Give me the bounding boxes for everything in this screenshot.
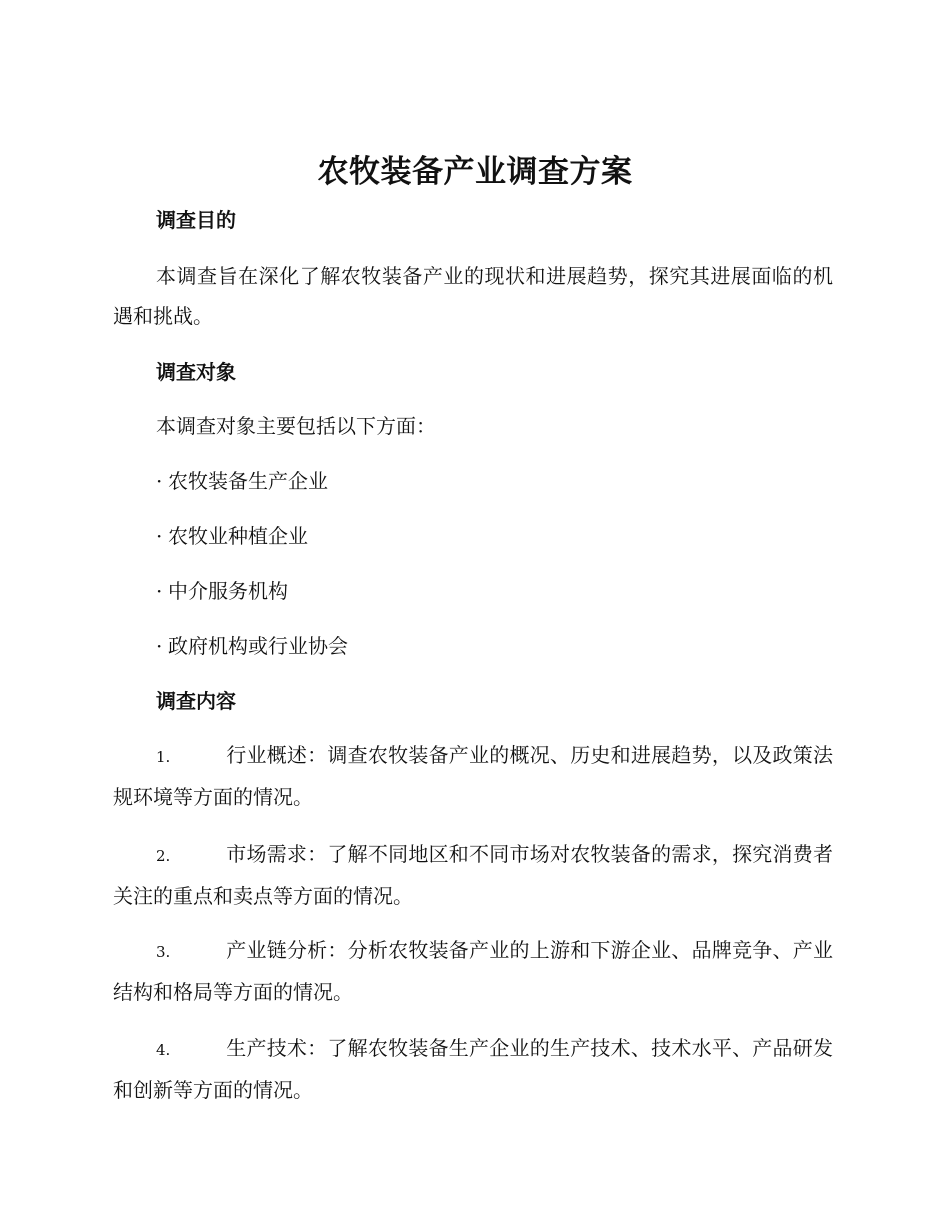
- item-text: 产业链分析：分析农牧装备产业的上游和下游企业、品牌竞争、产业结构和格局等方面的情况。: [113, 938, 833, 1004]
- list-item-label: 中介服务机构: [168, 579, 288, 603]
- list-item-label: 农牧业种植企业: [168, 524, 308, 548]
- list-item: [156, 466, 328, 496]
- purpose-paragraph: 本调查旨在深化了解农牧装备产业的现状和进展趋势，探究其进展面临的机遇和挑战。: [113, 264, 833, 328]
- list-item: [156, 576, 288, 606]
- numbered-item: [113, 1028, 833, 1110]
- section-heading-purpose: 调查目的: [156, 208, 236, 232]
- numbered-item: [113, 834, 833, 916]
- list-item-label: 农牧装备生产企业: [168, 469, 328, 493]
- bullet-icon: ·: [156, 469, 163, 493]
- list-item-label: 政府机构或行业协会: [168, 634, 348, 658]
- list-item: [156, 631, 348, 661]
- item-text: 生产技术：了解农牧装备生产企业的生产技术、技术水平、产品研发和创新等方面的情况。: [113, 1036, 833, 1102]
- targets-intro: 本调查对象主要包括以下方面：: [156, 414, 436, 438]
- item-number: 2.: [156, 847, 171, 865]
- bullet-icon: ·: [156, 634, 163, 658]
- item-number: 3.: [156, 943, 171, 961]
- item-text: 市场需求：了解不同地区和不同市场对农牧装备的需求，探究消费者关注的重点和卖点等方面的情况。: [113, 842, 833, 908]
- section-heading-content: 调查内容: [156, 689, 236, 713]
- document-title: 农牧装备产业调查方案: [317, 154, 633, 190]
- item-text: 行业概述：调查农牧装备产业的概况、历史和进展趋势，以及政策法规环境等方面的情况。: [113, 743, 833, 809]
- list-item: [156, 521, 308, 551]
- section-heading-targets: 调查对象: [156, 360, 236, 384]
- item-number: 4.: [156, 1041, 171, 1059]
- bullet-icon: ·: [156, 579, 163, 603]
- numbered-item: [113, 930, 833, 1012]
- bullet-icon: ·: [156, 524, 163, 548]
- item-number: 1.: [156, 748, 171, 766]
- numbered-item: [113, 735, 833, 817]
